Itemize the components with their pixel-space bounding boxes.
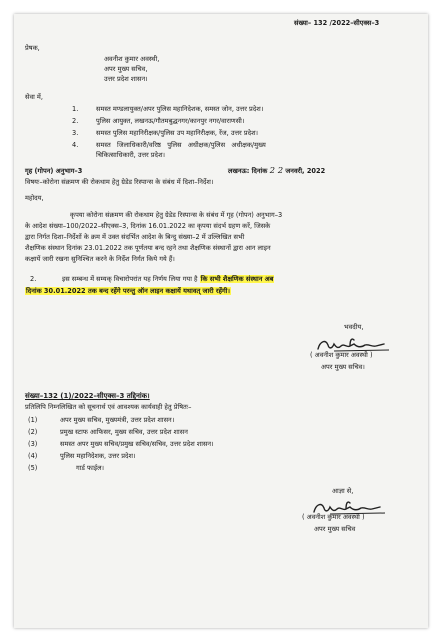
copy-number-line: संख्या–132 (1)/2022–सीएक्स–3 तद्दिनांक। (25, 392, 150, 400)
sender-designation: अपर मुख्य सचिव, (104, 65, 148, 73)
department-line: गृह (गोपन) अनुभाग–3 (25, 167, 83, 175)
copy-item-num: (5) (28, 464, 38, 472)
recipients-label: सेवा में, (25, 93, 43, 101)
recipient-item: समस्त मण्डलायुक्त/अपर पुलिस महानिदेशक, समस्त जोन, उत्तर प्रदेश। (96, 105, 264, 113)
recipient-item: पुलिस आयुक्त, लखनऊ/गौतमबुद्धनगर/कानपुर नगर/वाराणसी। (96, 117, 245, 125)
copy-item: अपर मुख्य सचिव, मुख्यमंत्री, उत्तर प्रदेश शासन। (60, 416, 175, 424)
para2-highlight: कि सभी शैक्षणिक संस्थान अब (200, 275, 274, 283)
copy-intro: प्रतिलिपि निम्नलिखित को सूचनार्थ एवं आवश्यक कार्यवाही हेतु प्रेषितः– (25, 403, 192, 411)
para2-highlight: दिनांक 30.01.2022 तक बन्द रहेंगे परन्तु ऑन लाइन कक्षायें यथावत् जारी रहेंगी। (26, 287, 230, 295)
copy-item: गार्ड फाईल। (76, 464, 105, 472)
copy-item: समस्त अपर मुख्य सचिव/प्रमुख सचिव/सचिव, उत्तर प्रदेश शासन। (60, 440, 214, 448)
copy-item-num: (1) (28, 416, 38, 424)
copy-item-num: (2) (28, 428, 38, 436)
date-label: लखनऊ: दिनांक (228, 167, 268, 175)
sender-office: उत्तर प्रदेश शासन। (104, 75, 148, 83)
recipient-item: समस्त जिलाधिकारी/वरिष्ठ पुलिस अधीक्षक/पुलिस अधीक्षक/मुख्य (96, 141, 266, 149)
closing-bhavdiya: भवदीय, (344, 323, 364, 331)
recipient-num: 3. (72, 129, 79, 137)
recipient-item-continued: चिकित्साधिकारी, उत्तर प्रदेश। (96, 151, 166, 159)
copy-item: प्रमुख स्टाफ आफिसर, मुख्य सचिव, उत्तर प्रदेश शासन (60, 428, 188, 436)
document-page (14, 14, 428, 628)
para1-line: द्वारा निर्गत दिशा–निर्देशों के क्रम में उक्त संदर्भित आदेश के बिन्दु संख्या–2 में उल्लिखित सभी (25, 233, 245, 241)
para1-line: कृपया कोरोना संक्रमण की रोकथाम हेतु ग्रेडेड रिस्पान्स के संबंध में गृह (गोपन) अनुभाग–3 (70, 211, 283, 219)
para2-text: इस सम्बन्ध में सम्यक् विचारोपरांत यह निर्णय लिया गया है (62, 275, 198, 283)
sender-label: प्रेषक, (25, 44, 40, 52)
date-handwritten: 2 2 (269, 166, 284, 176)
copy-item: पुलिस महानिदेशक, उत्तर प्रदेश। (60, 452, 136, 460)
salutation: महोदय, (25, 194, 44, 202)
date-rest: जनवरी, 2022 (285, 167, 326, 175)
closing-name: ( अवनीश कुमार अवस्थी ) (310, 351, 373, 359)
date-line (228, 167, 325, 177)
closing-designation: अपर मुख्य सचिव। (321, 363, 365, 371)
closing-designation: अपर मुख्य सचिव (314, 525, 356, 533)
para1-line: शैक्षणिक संस्थान दिनांक 23.01.2022 तक पूर्णतया बन्द रहने तथा शैक्षणिक संस्थानों द्वारा आन लाइन (25, 244, 271, 252)
para1-line: के आदेश संख्या–100/2022–सीएक्स–3, दिनांक 16.01.2022 का कृपया संदर्भ ग्रहण करें, जिसके (25, 222, 271, 230)
para2-number: 2. (30, 275, 37, 283)
copy-item-num: (3) (28, 440, 38, 448)
para2-line (25, 288, 231, 296)
letter-number: संख्या– 132 /2022–सीएक्स–3 (294, 19, 380, 27)
para1-line: कक्षायें जारी रखना सुनिश्चित करने के निर्देश निर्गत किये गये हैं। (25, 255, 175, 263)
copy-item-num: (4) (28, 452, 38, 460)
closing-aagya: आज्ञा से, (332, 487, 354, 495)
recipient-item: समस्त पुलिस महानिरीक्षक/पुलिस उप महानिरीक्षक, रेंज, उत्तर प्रदेश। (96, 129, 259, 137)
para2-line (62, 276, 274, 284)
recipient-num: 2. (72, 117, 79, 125)
sender-name: अवनीश कुमार अवस्थी, (104, 55, 160, 63)
closing-name: ( अवनीश कुमार अवस्थी ) (302, 513, 365, 521)
recipient-num: 4. (72, 141, 79, 149)
subject-line: विषयः–कोरोना संक्रमण की रोकथाम हेतु ग्रेडेड रिस्पान्स के संबंध में दिशा–निर्देश। (25, 178, 214, 186)
recipient-num: 1. (72, 105, 79, 113)
